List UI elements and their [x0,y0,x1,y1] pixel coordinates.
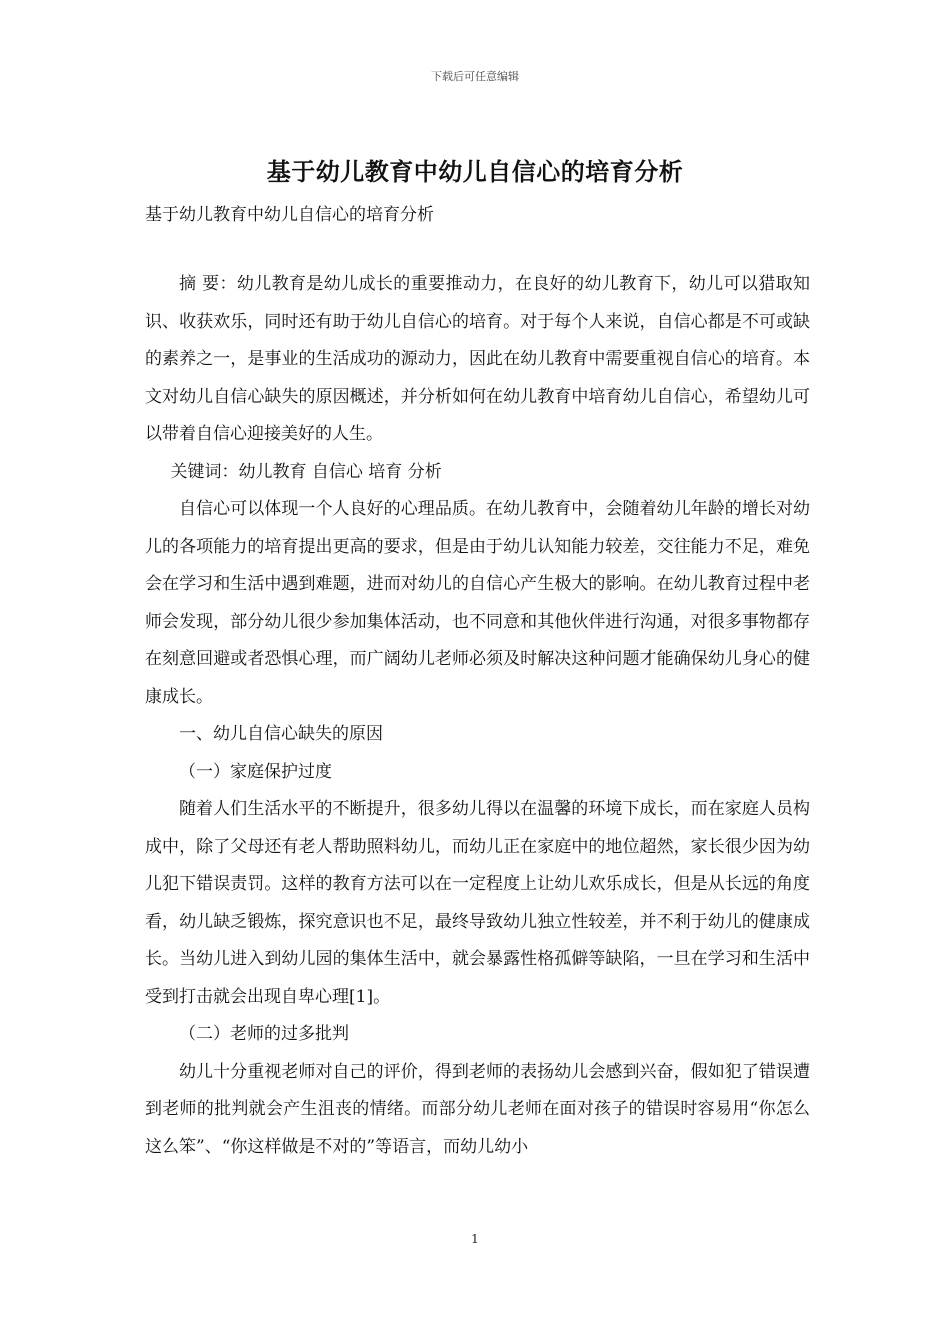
document-body [145,266,810,1166]
header-note: 下载后可任意编辑 [431,70,519,83]
keywords-line: 关键词：幼儿教育 自信心 培育 分析 [170,461,442,482]
intro-paragraph: 自信心可以体现一个人良好的心理品质。在幼儿教育中，会随着幼儿年龄的增长对幼儿的各项能力的培育提出更高的要求，但是由于幼儿认知能力较差，交往能力不足，难免会在学习和生活中遇到难题，进而对幼儿的自信心产生极大的影响。在幼儿教育过程中老师会发现，部分幼儿很少参加集体活动，也不同意和其他伙伴进行沟通，对很多事物都存在刻意回避或者恐惧心理，而广阔幼儿老师必须及时解决这种问题才能确保幼儿身心的健康成长。 [145,499,810,707]
subsection-heading-2: （二）老师的过多批判 [179,1024,349,1044]
document-subtitle: 基于幼儿教育中幼儿自信心的培育分析 [145,205,434,225]
abstract-paragraph: 摘 要：幼儿教育是幼儿成长的重要推动力，在良好的幼儿教育下，幼儿可以猎取知识、收获欢乐，同时还有助于幼儿自信心的培育。对于每个人来说，自信心都是不可或缺的素养之一，是事业的生活成功的源动力，因此在幼儿教育中需要重视自信心的培育。本文对幼儿自信心缺失的原因概述，并分析如何在幼儿教育中培育幼儿自信心，希望幼儿可以带着自信心迎接美好的人生。 [145,274,810,444]
subsection-heading-1: （一）家庭保护过度 [179,761,332,782]
section-heading: 一、幼儿自信心缺失的原因 [179,724,383,744]
document-title: 基于幼儿教育中幼儿自信心的培育分析 [266,157,684,186]
subsection-1-paragraph: 随着人们生活水平的不断提升，很多幼儿得以在温馨的环境下成长，而在家庭人员构成中，除了父母还有老人帮助照料幼儿，而幼儿正在家庭中的地位超然，家长很少因为幼儿犯下错误责罚。这样的教育方法可以在一定程度上让幼儿欢乐成长，但是从长远的角度看，幼儿缺乏锻炼，探究意识也不足，最终导致幼儿独立性较差，并不利于幼儿的健康成长。当幼儿进入到幼儿园的集体生活中，就会暴露性格孤僻等缺陷，一旦在学习和生活中受到打击就会出现自卑心理[1]。 [145,799,810,1007]
subsection-2-paragraph: 幼儿十分重视老师对自己的评价，得到老师的表扬幼儿会感到兴奋，假如犯了错误遭到老师的批判就会产生沮丧的情绪。而部分幼儿老师在面对孩子的错误时容易用“你怎么这么笨”、“你这样做是不对的”等语言，而幼儿幼小 [145,1061,810,1157]
page-number: 1 [471,1232,479,1246]
